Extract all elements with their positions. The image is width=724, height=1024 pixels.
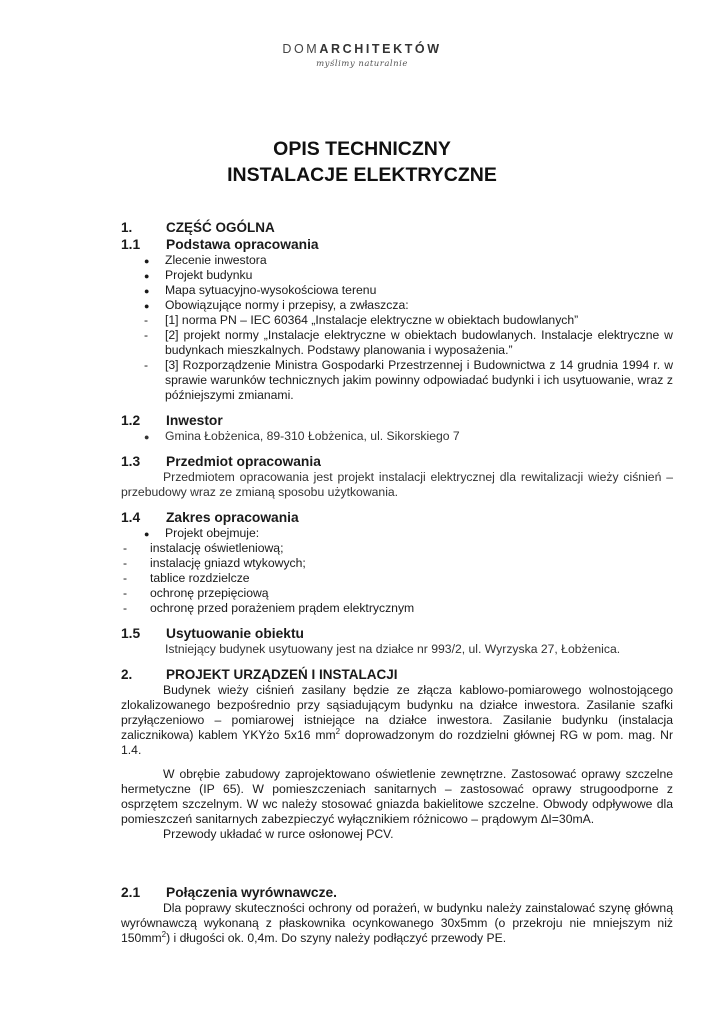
section-title: Inwestor xyxy=(166,413,223,428)
dash-marker: - xyxy=(123,586,128,600)
section-title: PROJEKT URZĄDZEŃ I INSTALACJI xyxy=(166,667,398,682)
section-1-4-heading xyxy=(121,509,673,526)
superscript: 2 xyxy=(335,726,341,736)
investor-list xyxy=(121,429,673,444)
subject-paragraph: Przedmiotem opracowania jest projekt instalacji elektrycznej dla rewitalizacji wieży ciśnień – przebudowy wraz ze zmianą sposobu użytkowania. xyxy=(121,470,673,499)
section-1-3-heading xyxy=(121,453,673,470)
section-number: 1.5 xyxy=(121,626,141,641)
document-body xyxy=(121,219,673,946)
list-item xyxy=(121,313,673,328)
section-1-2-heading xyxy=(121,412,673,429)
list-item-text: Zlecenie inwestora xyxy=(165,253,267,267)
section-title: Usytuowanie obiektu xyxy=(166,626,304,641)
list-item-text: Mapa sytuacyjno-wysokościowa terenu xyxy=(165,283,377,297)
dash-marker: - xyxy=(144,313,149,327)
title-line-2: INSTALACJE ELEKTRYCZNE xyxy=(227,164,497,186)
list-item xyxy=(121,601,673,616)
list-item-text: tablice rozdzielcze xyxy=(150,571,250,585)
section-2-heading xyxy=(121,666,673,683)
bullet-marker: ● xyxy=(144,256,150,266)
section-number: 1. xyxy=(121,220,133,235)
section-number: 1.1 xyxy=(121,237,141,252)
list-item xyxy=(121,283,673,298)
location-paragraph: Istniejący budynek usytuowany jest na działce nr 993/2, ul. Wyrzyska 27, Łobżenica. xyxy=(165,642,621,656)
section-number: 1.3 xyxy=(121,454,141,469)
superscript: 2 xyxy=(161,929,167,939)
section-1-1-heading xyxy=(121,236,673,253)
list-item-text: Projekt budynku xyxy=(165,268,253,282)
dash-marker: - xyxy=(123,541,128,555)
list-item-text: [2] projekt normy „Instalacje elektryczne w obiektach budowlanych. Instalacje elektryczne w budynkach mieszkalnych. Podstawy planowania i wyposażenia.” xyxy=(165,328,673,357)
list-item xyxy=(121,328,673,358)
section-title: Podstawa opracowania xyxy=(166,237,319,252)
list-item xyxy=(121,586,673,601)
list-item xyxy=(121,556,673,571)
dash-marker: - xyxy=(144,358,149,372)
logo-light-part: DOM xyxy=(282,42,320,56)
list-item xyxy=(121,541,673,556)
section-number: 1.2 xyxy=(121,413,141,428)
list-item xyxy=(121,358,673,403)
company-logo xyxy=(0,42,724,69)
text-run: doprowadzonym do rozdzielni głównej RG w pom. mag. Nr 1.4. xyxy=(121,728,673,757)
section-title: Przedmiot opracowania xyxy=(166,454,321,469)
document-title xyxy=(0,136,724,188)
list-item-text: instalację gniazd wtykowych; xyxy=(150,556,306,570)
section-2-1-heading xyxy=(121,884,673,901)
bullet-marker: ● xyxy=(144,271,150,281)
text-run: Budynek wieży ciśnień zasilany będzie ze złącza kablowo-pomiarowego wolnostojącego zlokalizowanego bezpośrednio przy sąsiadującym budynku na działce inwestora. Zasilanie szafki przyłączeniowo – pomiarowej istniejące na działce inwestora. Zasilanie budynku (instalacja zalicznikowa) kablem YKYżo 5x16 mm xyxy=(121,683,673,742)
supply-paragraph xyxy=(121,683,673,758)
list-item-text: ochronę przed porażeniem prądem elektrycznym xyxy=(150,601,415,615)
list-item-text: [1] norma PN – IEC 60364 „Instalacje elektryczne w obiektach budowlanych” xyxy=(165,313,579,327)
text-run: Dla poprawy skuteczności ochrony od porażeń, w budynku należy zainstalować szynę główną wyrównawczą wykonaną z płaskownika ocynkowanego 30x5mm (o przekroju nie mniejszym niż 150mm xyxy=(121,901,673,945)
dash-marker: - xyxy=(144,328,149,342)
list-item-text: Gmina Łobżenica, 89-310 Łobżenica, ul. Sikorskiego 7 xyxy=(165,429,460,443)
section-title: Połączenia wyrównawcze. xyxy=(166,885,337,900)
list-item-text: Obowiązujące normy i przepisy, a zwłaszcza: xyxy=(165,298,409,312)
title-line-1: OPIS TECHNICZNY xyxy=(273,138,451,160)
list-item xyxy=(121,429,673,444)
section-number: 2.1 xyxy=(121,885,141,900)
list-item-text: [3] Rozporządzenie Ministra Gospodarki Przestrzennej i Budownictwa z 14 grudnia 1994 r. w sprawie warunków technicznych jakim powinny odpowiadać budynki i ich usytuowanie, wraz z późniejszymi zmianami. xyxy=(165,358,673,402)
bullet-marker: ● xyxy=(144,529,150,539)
lighting-paragraph: W obrębie zabudowy zaprojektowano oświetlenie zewnętrzne. Zastosować oprawy szczelne hermetyczne (IP 65). W pomieszczeniach sanitarnych – zastosować oprawy strugoodporne z osprzętem szczelnym. W wc należy stosować gniazda bakielitowe szczelne. Obwody odpływowe dla pomieszczeń sanitarnych zabezpieczyć wyłącznikiem różnicowo – prądowym ∆I=30mA. xyxy=(121,767,673,826)
list-item-text: instalację oświetleniową; xyxy=(150,541,284,555)
bullet-marker: ● xyxy=(144,432,150,442)
section-title: Zakres opracowania xyxy=(166,510,299,525)
conduit-paragraph: Przewody układać w rurce osłonowej PCV. xyxy=(163,827,394,841)
dash-marker: - xyxy=(123,601,128,615)
logo-bold-part: ARCHITEKTÓW xyxy=(319,42,442,56)
list-item-text: Projekt obejmuje: xyxy=(165,526,260,540)
section-number: 1.4 xyxy=(121,510,141,525)
basis-list xyxy=(121,253,673,403)
bullet-marker: ● xyxy=(144,286,150,296)
bonding-paragraph xyxy=(121,901,673,946)
section-1-heading xyxy=(121,219,673,236)
section-number: 2. xyxy=(121,667,133,682)
list-item xyxy=(121,298,673,313)
list-item xyxy=(121,268,673,283)
list-item-text: ochronę przepięciową xyxy=(150,586,269,600)
bullet-marker: ● xyxy=(144,301,150,311)
scope-list xyxy=(121,526,673,616)
section-title: CZĘŚĆ OGÓLNA xyxy=(166,220,275,235)
logo-wordmark xyxy=(0,42,724,56)
list-item xyxy=(121,571,673,586)
text-run: ) i długości ok. 0,4m. Do szyny należy podłączyć przewody PE. xyxy=(166,931,507,945)
dash-marker: - xyxy=(123,556,128,570)
logo-tagline: myślimy naturalnie xyxy=(316,59,408,69)
list-item xyxy=(121,526,673,541)
section-1-5-heading xyxy=(121,625,673,642)
dash-marker: - xyxy=(123,571,128,585)
list-item xyxy=(121,253,673,268)
